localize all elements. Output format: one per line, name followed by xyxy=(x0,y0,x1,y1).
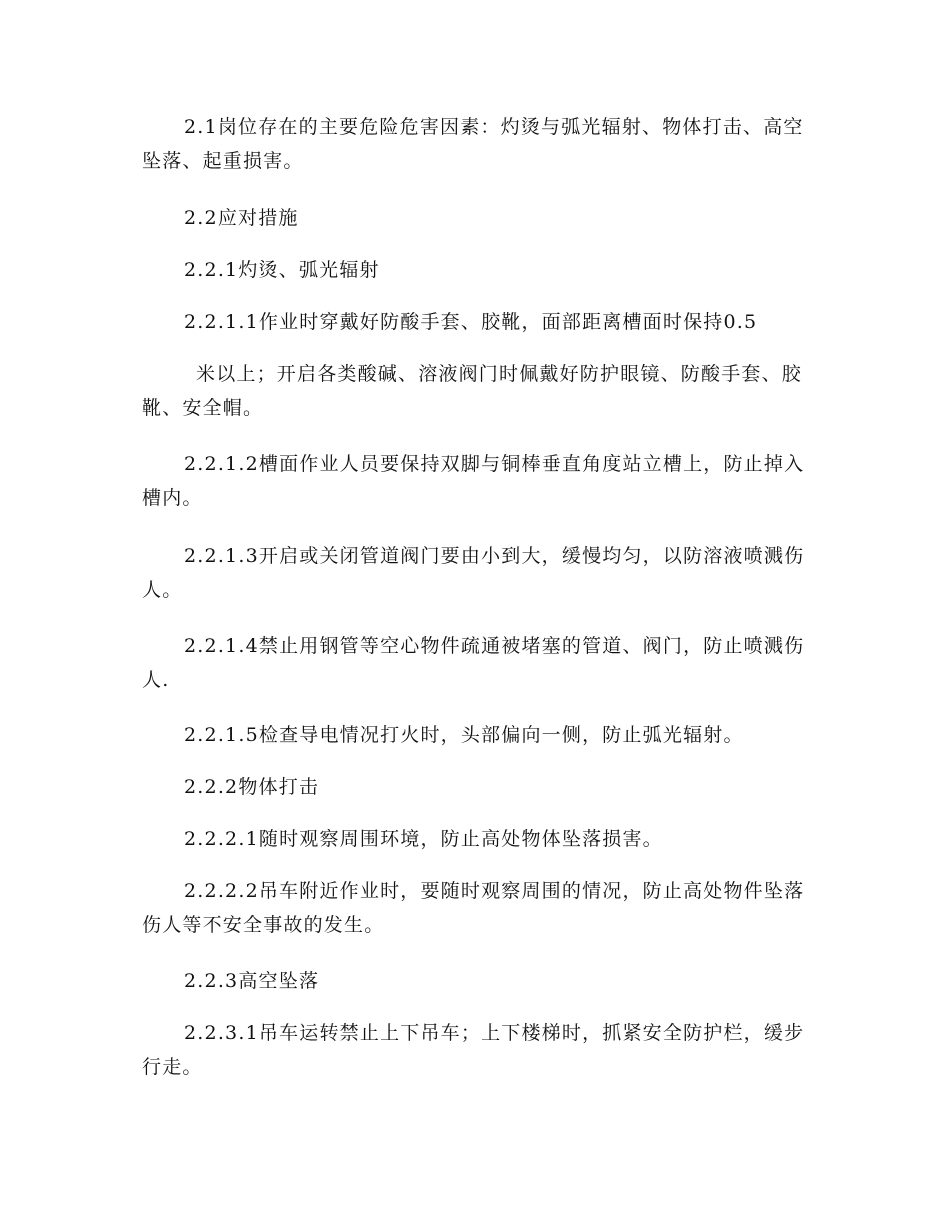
paragraph-2-2-1-4: 2.2.1.4禁止用钢管等空心物件疏通被堵塞的管道、阀门，防止喷溅伤人. xyxy=(142,635,805,691)
paragraph-2-2-2-2: 2.2.2.2吊车附近作业时，要随时观察周围的情况，防止高处物件坠落伤人等不安全事故的发生。 xyxy=(142,880,805,936)
paragraph-2-2-1-3: 2.2.1.3开启或关闭管道阀门要由小到大，缓慢均匀，以防溶液喷溅伤人。 xyxy=(142,545,805,601)
heading-2-2-1: 2.2.1灼烫、弧光辐射 xyxy=(184,259,380,281)
paragraph-2-2-1-1: 2.2.1.1作业时穿戴好防酸手套、胶靴，面部距离槽面时保持0.5 xyxy=(184,311,758,333)
paragraph-2-2-1-2: 2.2.1.2槽面作业人员要保持双脚与铜棒垂直角度站立槽上，防止掉入槽内。 xyxy=(142,453,805,509)
heading-2-2-3: 2.2.3高空坠落 xyxy=(184,970,320,992)
heading-2-2-2: 2.2.2物体打击 xyxy=(184,776,320,798)
paragraph-2-2-2-1: 2.2.2.1随时观察周围环境，防止高处物体坠落损害。 xyxy=(184,828,663,850)
paragraph-2-1: 2.1岗位存在的主要危险危害因素：灼烫与弧光辐射、物体打击、高空坠落、起重损害。 xyxy=(142,116,804,172)
paragraph-2-2-1-5: 2.2.1.5检查导电情况打火时，头部偏向一侧，防止弧光辐射。 xyxy=(184,724,744,746)
heading-2-2: 2.2应对措施 xyxy=(184,207,299,229)
paragraph-2-2-1-1-continued: 米以上；开启各类酸碱、溶液阀门时佩戴好防护眼镜、防酸手套、胶靴、安全帽。 xyxy=(142,363,803,419)
paragraph-2-2-3-1: 2.2.3.1吊车运转禁止上下吊车；上下楼梯时，抓紧安全防护栏，缓步行走。 xyxy=(142,1022,805,1078)
